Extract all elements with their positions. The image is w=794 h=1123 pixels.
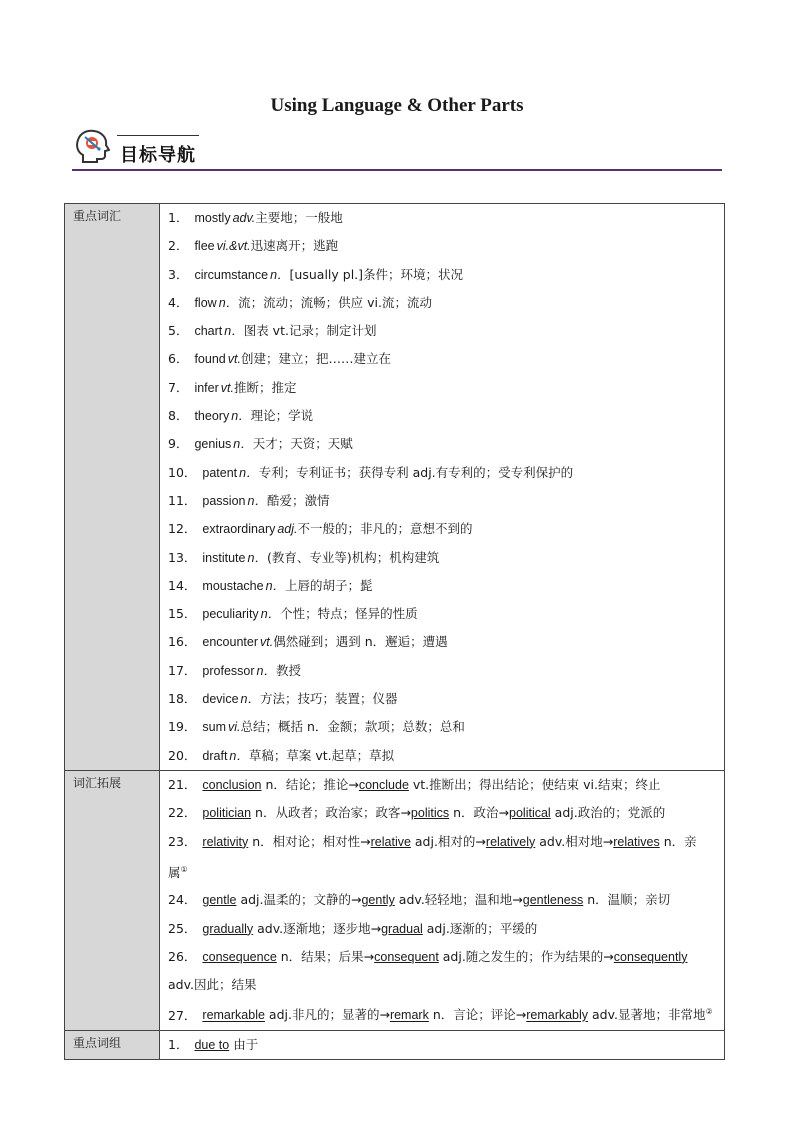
vocabulary-table [64,203,725,1060]
list-item: 1． mostly adv.主要地；一般地 [168,210,343,225]
list-item: 21． conclusion n．结论；推论→conclude vt.推断出；得出结论；使结束 vi.结束；终止 [168,776,661,792]
list-item: 4． flow n．流；流动；流畅；供应 vi.流；流动 [168,294,432,310]
list-item: 1． due to 由于 [168,1036,259,1052]
list-item: 13． institute n．(教育、专业等)机构；机构建筑 [168,549,440,565]
list-item: 15． peculiarity n．个性；特点；怪异的性质 [168,606,418,622]
section-divider [72,169,722,171]
section-heading: 目标导航 [120,145,196,166]
list-item: 7． infer vt.推断；推定 [168,379,297,395]
list-item: 16． encounter vt.偶然碰到；遇到 n．邂逅；遭遇 [168,634,448,650]
list-item: 20． draft n．草稿；草案 vt.起草；草拟 [168,747,395,763]
list-item: 24． gentle adj.温柔的；文静的→gently adv.轻轻地；温和地→gentleness n．温顺；亲切 [168,892,671,908]
list-item: 11． passion n．酷爱；激情 [168,492,330,508]
table-row-word-expansion [65,770,725,1030]
list-item: 12． extraordinary adj.不一般的；非凡的；意想不到的 [168,521,473,537]
list-item: 25． gradually adv.逐渐地；逐步地→gradual adj.逐渐的；平缓的 [168,920,538,936]
list-item: 22． politician n．从政者；政治家；政客→politics n．政治→political adj.政治的；党派的 [168,805,666,821]
list-item: 17． professor n．教授 [168,662,301,678]
list-item: 10． patent n．专利；专利证书；获得专利 adj.有专利的；受专利保护的 [168,464,574,480]
table-row-key-words [65,204,725,771]
key-words-cell [160,204,725,771]
category-cell: 词汇拓展 [65,770,160,1030]
list-item: 9． genius n．天才；天资；天赋 [168,436,353,452]
list-item: 6． found vt.创建；建立；把……建立在 [168,351,391,367]
list-item: 27． remarkable adj.非凡的；显著的→remark n．言论；评论→remarkably adv.显著地；非常地② [168,1007,713,1023]
list-item: 5． chart n．图表 vt.记录；制定计划 [168,323,377,339]
list-item-continuation: adv.因此；结果 [168,977,257,993]
list-item: 8． theory n．理论；学说 [168,408,314,424]
list-item: 3． circumstance n．[usually pl.]条件；环境；状况 [168,266,464,282]
table-row-key-phrases [65,1030,725,1059]
list-item: 19． sum vi.总结；概括 n．金额；款项；总数；总和 [168,719,465,735]
list-item-continuation: 属① [168,864,188,880]
head-with-brain-icon [74,128,110,166]
category-cell: 重点词组 [65,1030,160,1059]
key-phrases-cell [160,1030,725,1059]
list-item: 18． device n．方法；技巧；装置；仪器 [168,691,398,707]
page-title: Using Language & Other Parts [270,95,524,116]
category-cell: 重点词汇 [65,204,160,771]
footnote-mark: ① [180,864,188,874]
nav-top-rule [117,135,199,136]
list-item: 26． consequence n．结果；后果→consequent adj.随之发生的；作为结果的→consequently [168,948,688,964]
list-item: 14． moustache n．上唇的胡子；髭 [168,577,373,593]
word-expansion-cell [160,770,725,1030]
footnote-mark: ② [705,1007,713,1017]
list-item: 2． flee vi.&vt.迅速离开；逃跑 [168,238,339,254]
list-item: 23． relativity n．相对论；相对性→relative adj.相对的→relatively adv.相对地→relatives n．亲 [168,833,697,849]
